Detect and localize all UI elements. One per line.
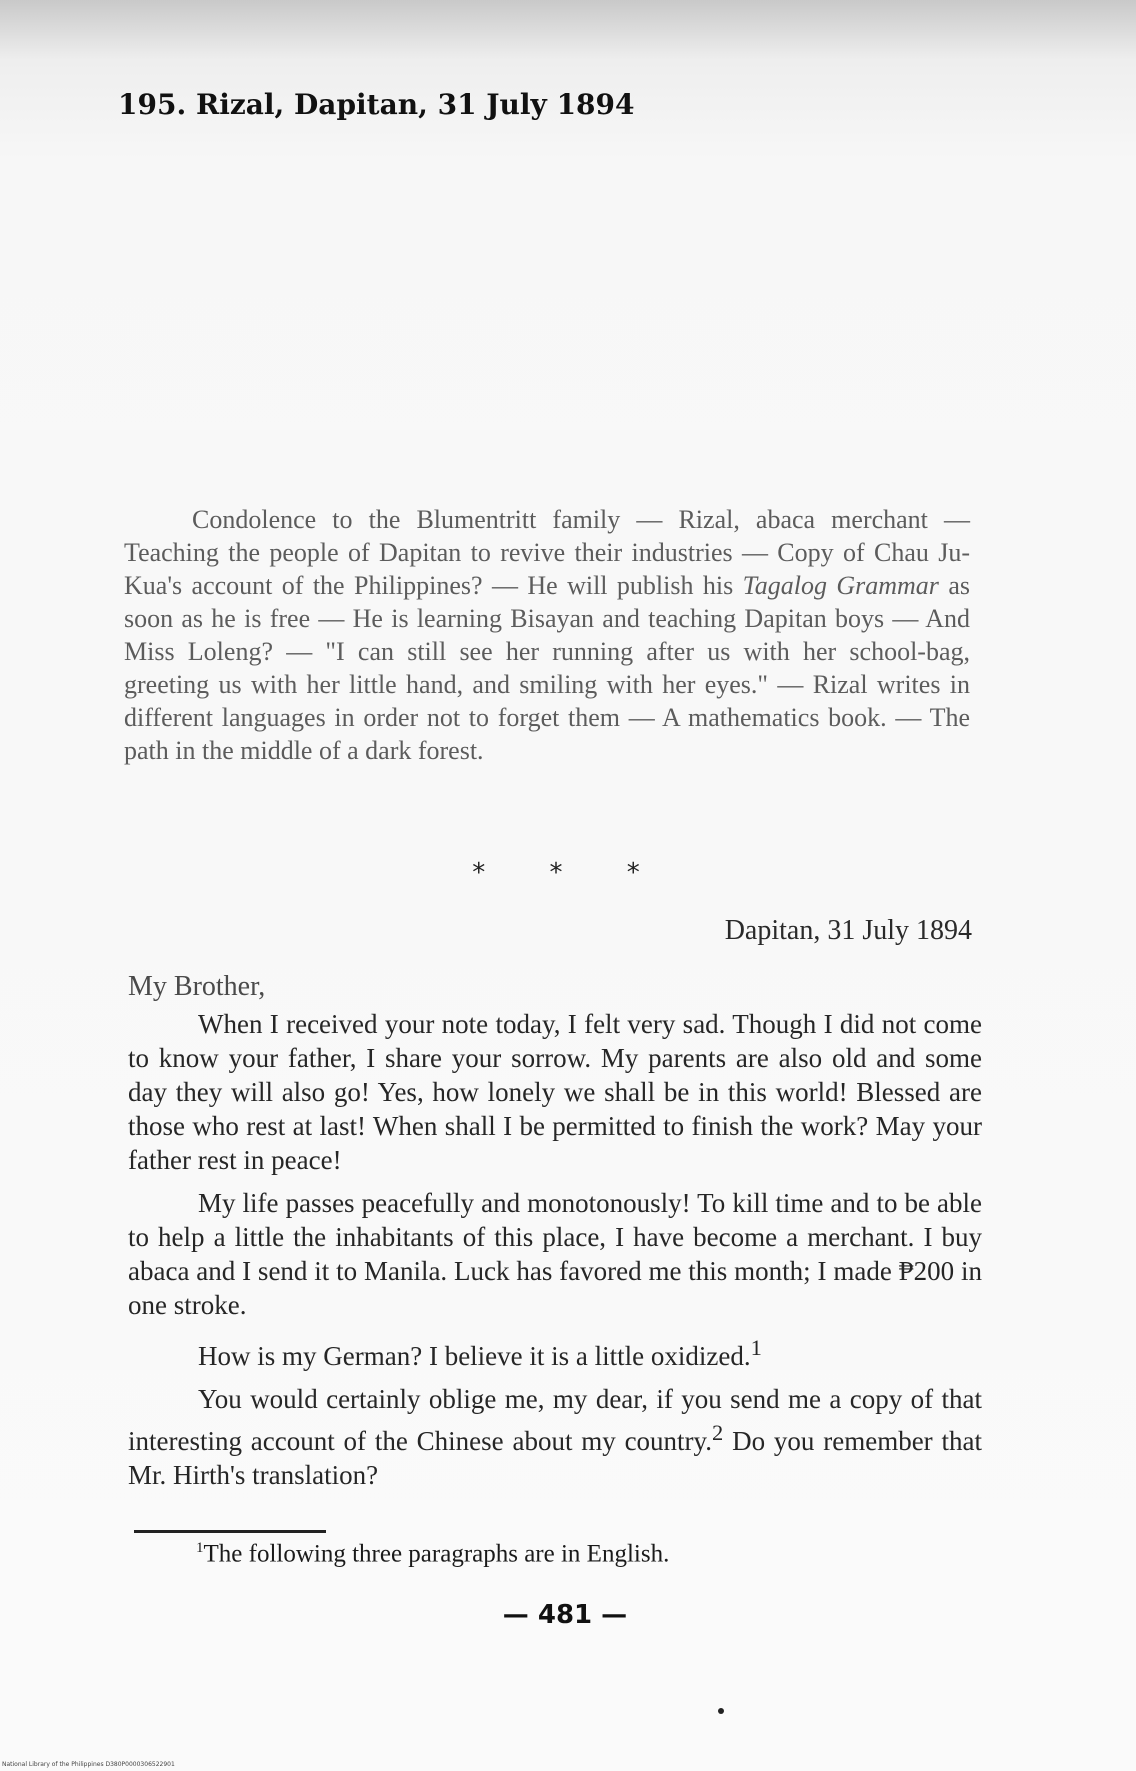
- summary-italic-title: Tagalog Grammar: [742, 571, 939, 600]
- letter-paragraph-3: [128, 1331, 982, 1373]
- letter-paragraph-4: [128, 1382, 982, 1492]
- scan-credit: National Library of the Philippines D380P0000306522901: [2, 1761, 175, 1768]
- letter-paragraph-3-text: How is my German? I believe it is a little oxidized.: [198, 1341, 751, 1371]
- document-heading: 195. Rizal, Dapitan, 31 July 1894: [118, 88, 635, 121]
- footnote-number: 1: [196, 1540, 204, 1556]
- page-number: — 481 —: [502, 1600, 628, 1630]
- letter-paragraph-4-continuation: Do you remember that Mr. Hirth's translation?: [128, 1426, 982, 1490]
- section-separator: * * *: [472, 858, 668, 888]
- letter-dateline: Dapitan, 31 July 1894: [724, 915, 972, 946]
- letter-summary: [124, 503, 970, 767]
- letter-paragraph-2: My life passes peacefully and monotonously! To kill time and to be able to help a little the inhabitants of this place, I have become a merchant. I buy abaca and I send it to Manila. Luck has favored me this month; I made ₱200 in one stroke.: [128, 1188, 982, 1320]
- footnote: [196, 1540, 669, 1568]
- letter-body: [128, 1007, 982, 1501]
- letter-paragraph-1: When I received your note today, I felt very sad. Though I did not come to know your father, I share your sorrow. My parents are also old and some day they will also go! Yes, how lonely we shall be in this world! Blessed are those who rest at last! When shall I be permitted to finish the work? May your father rest in peace!: [128, 1009, 982, 1175]
- footnote-marker-2: 2: [712, 1420, 724, 1445]
- letter-salutation: My Brother,: [128, 971, 266, 1002]
- summary-text-start: Condolence to the Blumentritt family — Rizal, abaca merchant — Teaching the people of Dapitan to revive their industries — Copy of Chau Ju-Kua's account of the Philippines? — He will publish his: [124, 505, 970, 600]
- ink-speck: [718, 1708, 724, 1714]
- letter-paragraph-4-text: You would certainly oblige me, my dear, if you send me a copy of that interesting account of the Chinese about my country.: [128, 1384, 982, 1456]
- footnote-text: The following three paragraphs are in English.: [203, 1540, 670, 1568]
- footnote-rule: [134, 1530, 326, 1533]
- summary-text-end: as soon as he is free — He is learning Bisayan and teaching Dapitan boys — And Miss Loleng? — "I can still see her running after us with her school-bag, greeting us with her little hand, and smiling with her eyes." — Rizal writes in different languages in order not to forget them — A mathematics book. — The path in the middle of a dark forest.: [124, 571, 970, 765]
- footnote-marker-1: 1: [750, 1335, 762, 1360]
